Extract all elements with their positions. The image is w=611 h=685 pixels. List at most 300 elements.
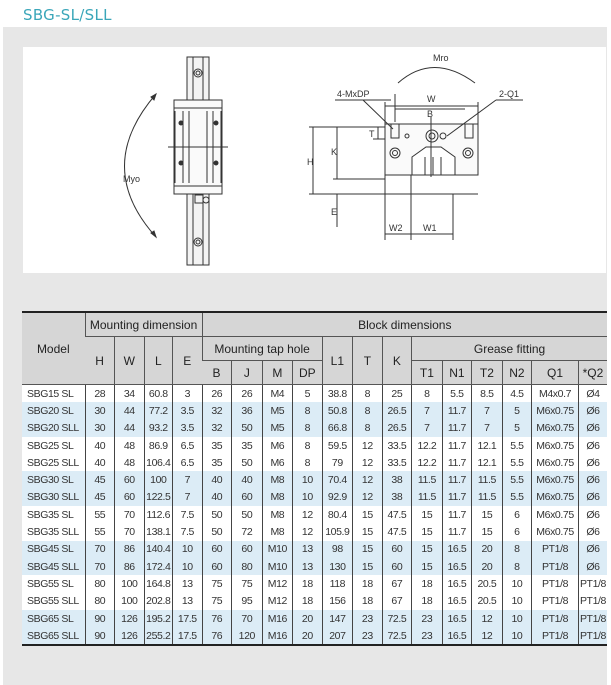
- table-body: [22, 385, 607, 646]
- value-cell: PT1/8: [532, 610, 579, 627]
- value-cell: 33.5: [382, 437, 412, 454]
- value-cell: 11.5: [412, 489, 443, 506]
- header-j: J: [232, 361, 263, 385]
- value-cell: 140.4: [144, 541, 172, 558]
- value-cell: 17.5: [173, 610, 203, 627]
- value-cell: 55: [85, 506, 115, 523]
- header-k: K: [382, 337, 412, 385]
- value-cell: 70.4: [322, 471, 353, 488]
- value-cell: 50: [232, 454, 263, 471]
- header-model: Model: [22, 312, 85, 385]
- value-cell: 80.4: [322, 506, 353, 523]
- value-cell: 93.2: [144, 420, 172, 437]
- value-cell: PT1/8: [578, 575, 607, 592]
- value-cell: Ø6: [578, 541, 607, 558]
- value-cell: 164.8: [144, 575, 172, 592]
- value-cell: Ø6: [578, 489, 607, 506]
- value-cell: 130: [322, 558, 353, 575]
- value-cell: 7: [173, 489, 203, 506]
- value-cell: 8: [293, 454, 323, 471]
- value-cell: 12: [472, 627, 503, 645]
- value-cell: 13: [293, 558, 323, 575]
- mro-label: Mro: [433, 53, 449, 63]
- value-cell: 120: [232, 627, 263, 645]
- value-cell: 16.5: [442, 541, 472, 558]
- value-cell: 15: [412, 558, 443, 575]
- value-cell: 18: [412, 575, 443, 592]
- model-cell: SBG30 SL: [22, 471, 85, 488]
- value-cell: 60: [232, 541, 263, 558]
- model-cell: SBG55 SLL: [22, 593, 85, 610]
- header-w: W: [115, 337, 145, 385]
- value-cell: 13: [173, 593, 203, 610]
- value-cell: 5: [293, 385, 323, 403]
- value-cell: 47.5: [382, 506, 412, 523]
- value-cell: PT1/8: [578, 627, 607, 645]
- value-cell: 12: [353, 437, 383, 454]
- value-cell: 60: [115, 471, 145, 488]
- value-cell: 20: [293, 610, 323, 627]
- value-cell: 60: [115, 489, 145, 506]
- value-cell: Ø4: [578, 385, 607, 403]
- value-cell: M8: [262, 506, 293, 523]
- value-cell: 80: [232, 558, 263, 575]
- header-grease-fitting: Grease fitting: [412, 337, 607, 361]
- value-cell: 6.5: [173, 437, 203, 454]
- value-cell: 15: [353, 506, 383, 523]
- value-cell: 8: [353, 420, 383, 437]
- value-cell: 35: [202, 454, 232, 471]
- value-cell: 8.5: [472, 385, 503, 403]
- value-cell: 20: [472, 558, 503, 575]
- value-cell: 23: [353, 610, 383, 627]
- value-cell: 20.5: [472, 575, 503, 592]
- model-cell: SBG65 SLL: [22, 627, 85, 645]
- value-cell: 76: [202, 627, 232, 645]
- value-cell: PT1/8: [532, 558, 579, 575]
- value-cell: M5: [262, 402, 293, 419]
- table-row: [22, 402, 607, 419]
- value-cell: 44: [115, 402, 145, 419]
- header-h: H: [85, 337, 115, 385]
- value-cell: M16: [262, 610, 293, 627]
- model-cell: SBG35 SLL: [22, 523, 85, 540]
- value-cell: 32: [202, 420, 232, 437]
- value-cell: 75: [202, 593, 232, 610]
- value-cell: M6x0.75: [532, 489, 579, 506]
- value-cell: 40: [202, 471, 232, 488]
- value-cell: 15: [472, 523, 503, 540]
- value-cell: 122.5: [144, 489, 172, 506]
- value-cell: 26.5: [382, 420, 412, 437]
- value-cell: 11.7: [442, 523, 472, 540]
- value-cell: M6x0.75: [532, 437, 579, 454]
- header-q1: Q1: [532, 361, 579, 385]
- value-cell: 45: [85, 471, 115, 488]
- value-cell: 8: [353, 385, 383, 403]
- value-cell: 60: [382, 558, 412, 575]
- value-cell: 77.2: [144, 402, 172, 419]
- value-cell: 11.5: [412, 471, 443, 488]
- value-cell: 23: [412, 627, 443, 645]
- table-row: [22, 558, 607, 575]
- dim-w-label: W: [427, 94, 436, 104]
- value-cell: 72: [232, 523, 263, 540]
- value-cell: 10: [502, 610, 532, 627]
- value-cell: 12: [293, 523, 323, 540]
- dim-t-label: T: [369, 129, 375, 139]
- value-cell: 86.9: [144, 437, 172, 454]
- value-cell: 8: [502, 541, 532, 558]
- value-cell: 156: [322, 593, 353, 610]
- value-cell: 5.5: [502, 437, 532, 454]
- value-cell: 100: [115, 575, 145, 592]
- myo-label: Myo: [123, 174, 141, 184]
- value-cell: M4: [262, 385, 293, 403]
- dim-e-label: E: [331, 207, 338, 217]
- dim-w1-label: W1: [423, 223, 437, 233]
- value-cell: 12.2: [412, 437, 443, 454]
- value-cell: 8: [502, 558, 532, 575]
- value-cell: 47.5: [382, 523, 412, 540]
- value-cell: 12: [353, 471, 383, 488]
- value-cell: 7: [412, 420, 443, 437]
- value-cell: 38: [382, 471, 412, 488]
- table-row: [22, 593, 607, 610]
- value-cell: 50: [232, 506, 263, 523]
- value-cell: 50.8: [322, 402, 353, 419]
- value-cell: 16.5: [442, 558, 472, 575]
- value-cell: 7: [412, 402, 443, 419]
- value-cell: 92.9: [322, 489, 353, 506]
- value-cell: M4x0.7: [532, 385, 579, 403]
- value-cell: 15: [412, 506, 443, 523]
- value-cell: 10: [173, 541, 203, 558]
- table-row: [22, 489, 607, 506]
- value-cell: 100: [115, 593, 145, 610]
- model-cell: SBG30 SLL: [22, 489, 85, 506]
- table-row: [22, 420, 607, 437]
- value-cell: 16.5: [442, 610, 472, 627]
- value-cell: 23: [412, 610, 443, 627]
- value-cell: 126: [115, 627, 145, 645]
- dim-h-label: H: [307, 157, 314, 167]
- value-cell: 60: [202, 541, 232, 558]
- value-cell: 4.5: [502, 385, 532, 403]
- value-cell: 60.8: [144, 385, 172, 403]
- header-e: E: [173, 337, 203, 385]
- model-cell: SBG35 SL: [22, 506, 85, 523]
- value-cell: 15: [353, 558, 383, 575]
- model-cell: SBG55 SL: [22, 575, 85, 592]
- value-cell: 5: [502, 402, 532, 419]
- value-cell: 13: [293, 541, 323, 558]
- value-cell: 40: [85, 454, 115, 471]
- value-cell: 48: [115, 454, 145, 471]
- header-q2: *Q2: [578, 361, 607, 385]
- value-cell: 15: [412, 541, 443, 558]
- value-cell: 40: [202, 489, 232, 506]
- dimension-table: [22, 311, 607, 646]
- value-cell: 112.6: [144, 506, 172, 523]
- value-cell: 50: [232, 420, 263, 437]
- value-cell: 23: [353, 627, 383, 645]
- value-cell: 126: [115, 610, 145, 627]
- model-cell: SBG20 SLL: [22, 420, 85, 437]
- value-cell: 147: [322, 610, 353, 627]
- value-cell: M6x0.75: [532, 454, 579, 471]
- value-cell: 6.5: [173, 454, 203, 471]
- value-cell: 80: [85, 593, 115, 610]
- value-cell: 195.2: [144, 610, 172, 627]
- value-cell: PT1/8: [578, 610, 607, 627]
- value-cell: 86: [115, 541, 145, 558]
- table-row: [22, 471, 607, 488]
- value-cell: 5.5: [502, 489, 532, 506]
- technical-drawing: [23, 47, 606, 273]
- value-cell: 15: [353, 523, 383, 540]
- dim-w2-label: W2: [389, 223, 403, 233]
- value-cell: 5: [502, 420, 532, 437]
- value-cell: 17.5: [173, 627, 203, 645]
- value-cell: PT1/8: [532, 541, 579, 558]
- value-cell: 45: [85, 489, 115, 506]
- value-cell: 79: [322, 454, 353, 471]
- value-cell: 40: [232, 471, 263, 488]
- value-cell: 48: [115, 437, 145, 454]
- value-cell: Ø6: [578, 506, 607, 523]
- value-cell: 76: [202, 610, 232, 627]
- value-cell: 7: [472, 420, 503, 437]
- value-cell: 32: [202, 402, 232, 419]
- table-row: [22, 506, 607, 523]
- value-cell: 5.5: [502, 454, 532, 471]
- value-cell: M5: [262, 420, 293, 437]
- value-cell: 106.4: [144, 454, 172, 471]
- header-n1: N1: [442, 361, 472, 385]
- value-cell: 55: [85, 523, 115, 540]
- value-cell: 12.1: [472, 454, 503, 471]
- table-row: [22, 610, 607, 627]
- value-cell: 12: [293, 506, 323, 523]
- value-cell: 60: [382, 541, 412, 558]
- value-cell: M6x0.75: [532, 420, 579, 437]
- value-cell: 30: [85, 420, 115, 437]
- value-cell: 8: [293, 420, 323, 437]
- value-cell: 60: [202, 558, 232, 575]
- value-cell: 11.7: [442, 420, 472, 437]
- value-cell: 11.7: [442, 506, 472, 523]
- value-cell: 7: [173, 471, 203, 488]
- header-n2: N2: [502, 361, 532, 385]
- value-cell: 13: [173, 575, 203, 592]
- value-cell: 70: [85, 558, 115, 575]
- value-cell: 40: [85, 437, 115, 454]
- header-b: B: [202, 361, 232, 385]
- header-l1: L1: [322, 337, 353, 385]
- value-cell: 12: [472, 610, 503, 627]
- value-cell: 95: [232, 593, 263, 610]
- value-cell: Ø6: [578, 437, 607, 454]
- value-cell: 10: [293, 489, 323, 506]
- value-cell: Ø6: [578, 523, 607, 540]
- value-cell: M8: [262, 471, 293, 488]
- value-cell: Ø6: [578, 558, 607, 575]
- value-cell: 72.5: [382, 610, 412, 627]
- value-cell: PT1/8: [532, 593, 579, 610]
- value-cell: 207: [322, 627, 353, 645]
- value-cell: Ø6: [578, 454, 607, 471]
- value-cell: 66.8: [322, 420, 353, 437]
- header-block-dimensions: Block dimensions: [202, 312, 607, 337]
- value-cell: M10: [262, 541, 293, 558]
- value-cell: 10: [502, 627, 532, 645]
- value-cell: 18: [353, 593, 383, 610]
- value-cell: 28: [85, 385, 115, 403]
- value-cell: 90: [85, 627, 115, 645]
- model-cell: SBG25 SL: [22, 437, 85, 454]
- value-cell: 10: [502, 575, 532, 592]
- value-cell: 25: [382, 385, 412, 403]
- value-cell: 15: [472, 506, 503, 523]
- guide-block-drawing: [23, 47, 606, 273]
- mro-moment-arrow: [398, 68, 475, 84]
- value-cell: 20: [472, 541, 503, 558]
- value-cell: 11.7: [442, 471, 472, 488]
- table-row: [22, 541, 607, 558]
- value-cell: 18: [293, 575, 323, 592]
- value-cell: 20: [293, 627, 323, 645]
- value-cell: 11.7: [442, 437, 472, 454]
- value-cell: 12.2: [412, 454, 443, 471]
- value-cell: PT1/8: [532, 575, 579, 592]
- value-cell: 8: [412, 385, 443, 403]
- value-cell: 60: [232, 489, 263, 506]
- value-cell: 16.5: [442, 627, 472, 645]
- value-cell: 90: [85, 610, 115, 627]
- value-cell: 11.5: [472, 471, 503, 488]
- value-cell: M6: [262, 454, 293, 471]
- value-cell: 67: [382, 593, 412, 610]
- value-cell: M8: [262, 523, 293, 540]
- value-cell: 12: [353, 454, 383, 471]
- value-cell: PT1/8: [532, 627, 579, 645]
- grease-fitting-callout: 2-Q1: [499, 89, 520, 99]
- value-cell: 75: [202, 575, 232, 592]
- table-row: [22, 627, 607, 645]
- model-cell: SBG25 SLL: [22, 454, 85, 471]
- value-cell: 59.5: [322, 437, 353, 454]
- value-cell: 3.5: [173, 402, 203, 419]
- value-cell: 3: [173, 385, 203, 403]
- value-cell: Ø6: [578, 402, 607, 419]
- value-cell: 44: [115, 420, 145, 437]
- table-row: [22, 575, 607, 592]
- header-t1: T1: [412, 361, 443, 385]
- value-cell: 50: [202, 506, 232, 523]
- model-cell: SBG65 SL: [22, 610, 85, 627]
- value-cell: 35: [202, 437, 232, 454]
- value-cell: 18: [412, 593, 443, 610]
- value-cell: 7: [472, 402, 503, 419]
- value-cell: 70: [85, 541, 115, 558]
- page-title: SBG-SL/SLL: [23, 6, 112, 24]
- header-mounting-tap-hole: Mounting tap hole: [202, 337, 322, 361]
- value-cell: 3.5: [173, 420, 203, 437]
- dim-b-label: B: [427, 109, 434, 119]
- value-cell: Ø6: [578, 471, 607, 488]
- value-cell: 86: [115, 558, 145, 575]
- header-t: T: [353, 337, 383, 385]
- value-cell: 70: [232, 610, 263, 627]
- value-cell: 35: [232, 437, 263, 454]
- value-cell: 11.7: [442, 402, 472, 419]
- value-cell: 38: [382, 489, 412, 506]
- value-cell: 26: [202, 385, 232, 403]
- value-cell: 8: [353, 402, 383, 419]
- value-cell: 202.8: [144, 593, 172, 610]
- value-cell: 50: [202, 523, 232, 540]
- dim-k-label: K: [331, 147, 338, 157]
- value-cell: 70: [115, 506, 145, 523]
- value-cell: 6: [502, 506, 532, 523]
- value-cell: M12: [262, 575, 293, 592]
- header-t2: T2: [472, 361, 503, 385]
- value-cell: 20.5: [472, 593, 503, 610]
- value-cell: 255.2: [144, 627, 172, 645]
- value-cell: 15: [353, 541, 383, 558]
- value-cell: 12.1: [472, 437, 503, 454]
- value-cell: 75: [232, 575, 263, 592]
- value-cell: 172.4: [144, 558, 172, 575]
- header-m: M: [262, 361, 293, 385]
- table-row: [22, 523, 607, 540]
- value-cell: 16.5: [442, 575, 472, 592]
- value-cell: 5.5: [502, 471, 532, 488]
- value-cell: 70: [115, 523, 145, 540]
- value-cell: 12: [353, 489, 383, 506]
- value-cell: M6x0.75: [532, 523, 579, 540]
- value-cell: Ø6: [578, 420, 607, 437]
- value-cell: 138.1: [144, 523, 172, 540]
- value-cell: M6x0.75: [532, 402, 579, 419]
- value-cell: 11.5: [472, 489, 503, 506]
- value-cell: PT1/8: [578, 593, 607, 610]
- model-cell: SBG20 SL: [22, 402, 85, 419]
- value-cell: 18: [293, 593, 323, 610]
- model-cell: SBG45 SL: [22, 541, 85, 558]
- value-cell: 98: [322, 541, 353, 558]
- header-mounting-dimension: Mounting dimension: [85, 312, 202, 337]
- mounting-holes-callout: 4-MxDP: [337, 89, 370, 99]
- value-cell: 6: [502, 523, 532, 540]
- value-cell: 72.5: [382, 627, 412, 645]
- value-cell: 34: [115, 385, 145, 403]
- value-cell: 18: [353, 575, 383, 592]
- value-cell: 118: [322, 575, 353, 592]
- value-cell: 11.7: [442, 489, 472, 506]
- value-cell: 8: [293, 402, 323, 419]
- value-cell: 10: [502, 593, 532, 610]
- value-cell: 100: [144, 471, 172, 488]
- model-cell: SBG15 SL: [22, 385, 85, 403]
- header-l: L: [144, 337, 172, 385]
- value-cell: M6: [262, 437, 293, 454]
- value-cell: M12: [262, 593, 293, 610]
- value-cell: 105.9: [322, 523, 353, 540]
- value-cell: M8: [262, 489, 293, 506]
- value-cell: 26: [232, 385, 263, 403]
